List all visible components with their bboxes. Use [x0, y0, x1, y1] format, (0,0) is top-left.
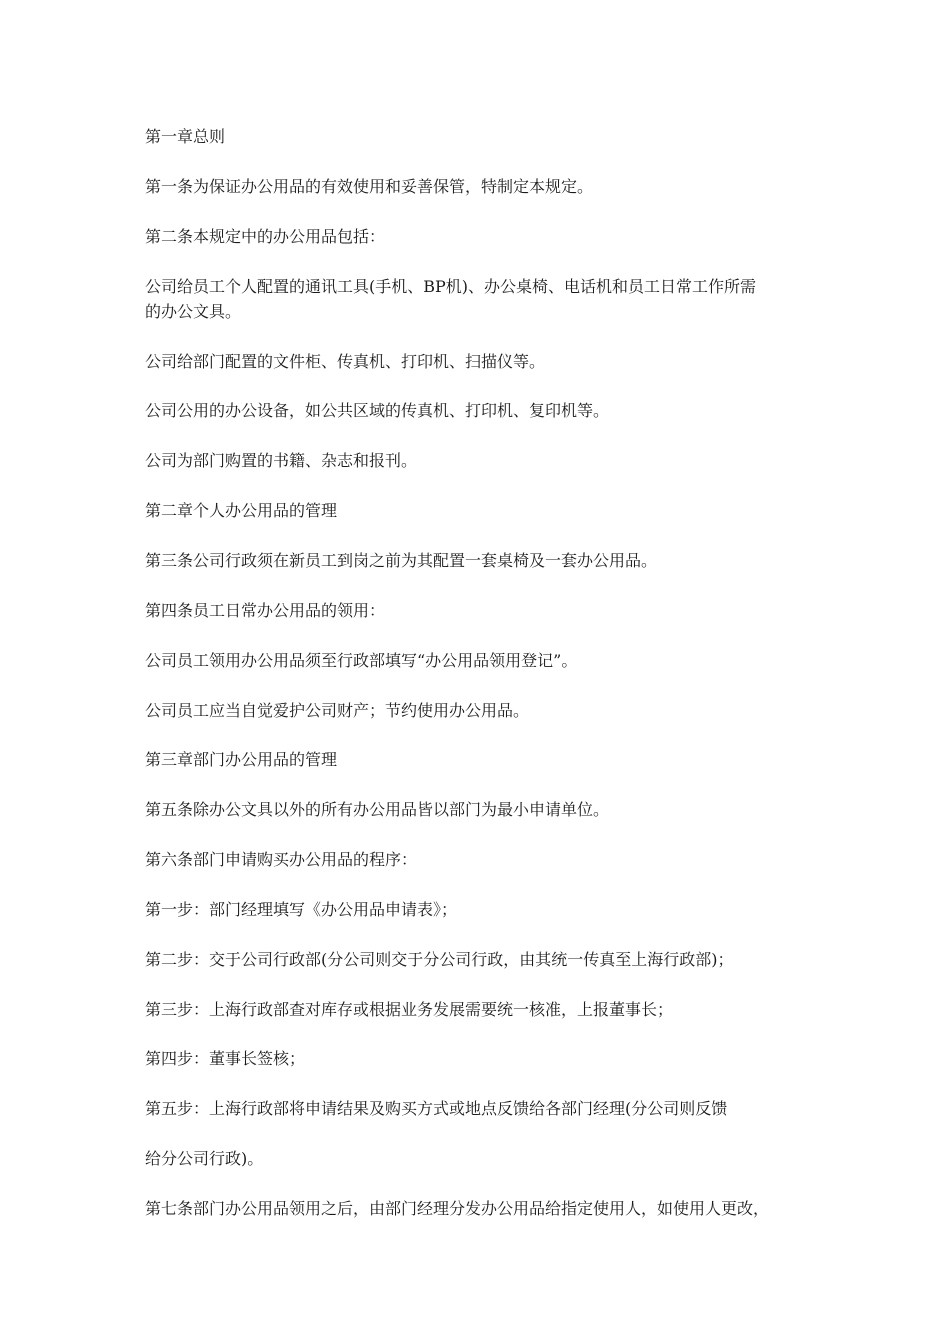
article-2-item-1-line-1: 公司给员工个人配置的通讯工具(手机、BP机)、办公桌椅、电话机和员工日常工作所需: [145, 277, 757, 296]
article-4-item-1: 公司员工领用办公用品须至行政部填写“办公用品领用登记”。: [145, 651, 578, 670]
step-5-line-1: 第五步：上海行政部将申请结果及购买方式或地点反馈给各部门经理(分公司则反馈: [145, 1099, 728, 1118]
chapter-1-heading: 第一章总则: [145, 127, 226, 146]
article-3: 第三条公司行政须在新员工到岗之前为其配置一套桌椅及一套办公用品。: [145, 551, 658, 570]
article-4: 第四条员工日常办公用品的领用：: [145, 601, 386, 620]
step-5-line-2: 给分公司行政)。: [145, 1149, 264, 1168]
article-1: 第一条为保证办公用品的有效使用和妥善保管，特制定本规定。: [145, 177, 594, 196]
article-2-item-3: 公司公用的办公设备，如公共区域的传真机、打印机、复印机等。: [145, 401, 610, 420]
article-2-item-1-line-2: 的办公文具。: [145, 302, 242, 321]
chapter-2-heading: 第二章个人办公用品的管理: [145, 501, 338, 520]
article-6: 第六条部门申请购买办公用品的程序：: [145, 850, 418, 869]
article-2: 第二条本规定中的办公用品包括：: [145, 227, 386, 246]
article-4-item-2: 公司员工应当自觉爱护公司财产；节约使用办公用品。: [145, 701, 530, 720]
step-2: 第二步：交于公司行政部(分公司则交于分公司行政，由其统一传真至上海行政部)；: [145, 950, 734, 969]
article-5: 第五条除办公文具以外的所有办公用品皆以部门为最小申请单位。: [145, 800, 610, 819]
step-3: 第三步：上海行政部查对库存或根据业务发展需要统一核准，上报董事长；: [145, 1000, 674, 1019]
article-7: 第七条部门办公用品领用之后，由部门经理分发办公用品给指定使用人，如使用人更改，: [145, 1199, 770, 1218]
article-2-item-2: 公司给部门配置的文件柜、传真机、打印机、扫描仪等。: [145, 352, 546, 371]
article-2-item-4: 公司为部门购置的书籍、杂志和报刊。: [145, 451, 418, 470]
step-1: 第一步：部门经理填写《办公用品申请表》；: [145, 900, 458, 919]
chapter-3-heading: 第三章部门办公用品的管理: [145, 750, 338, 769]
step-4: 第四步：董事长签核；: [145, 1049, 306, 1068]
